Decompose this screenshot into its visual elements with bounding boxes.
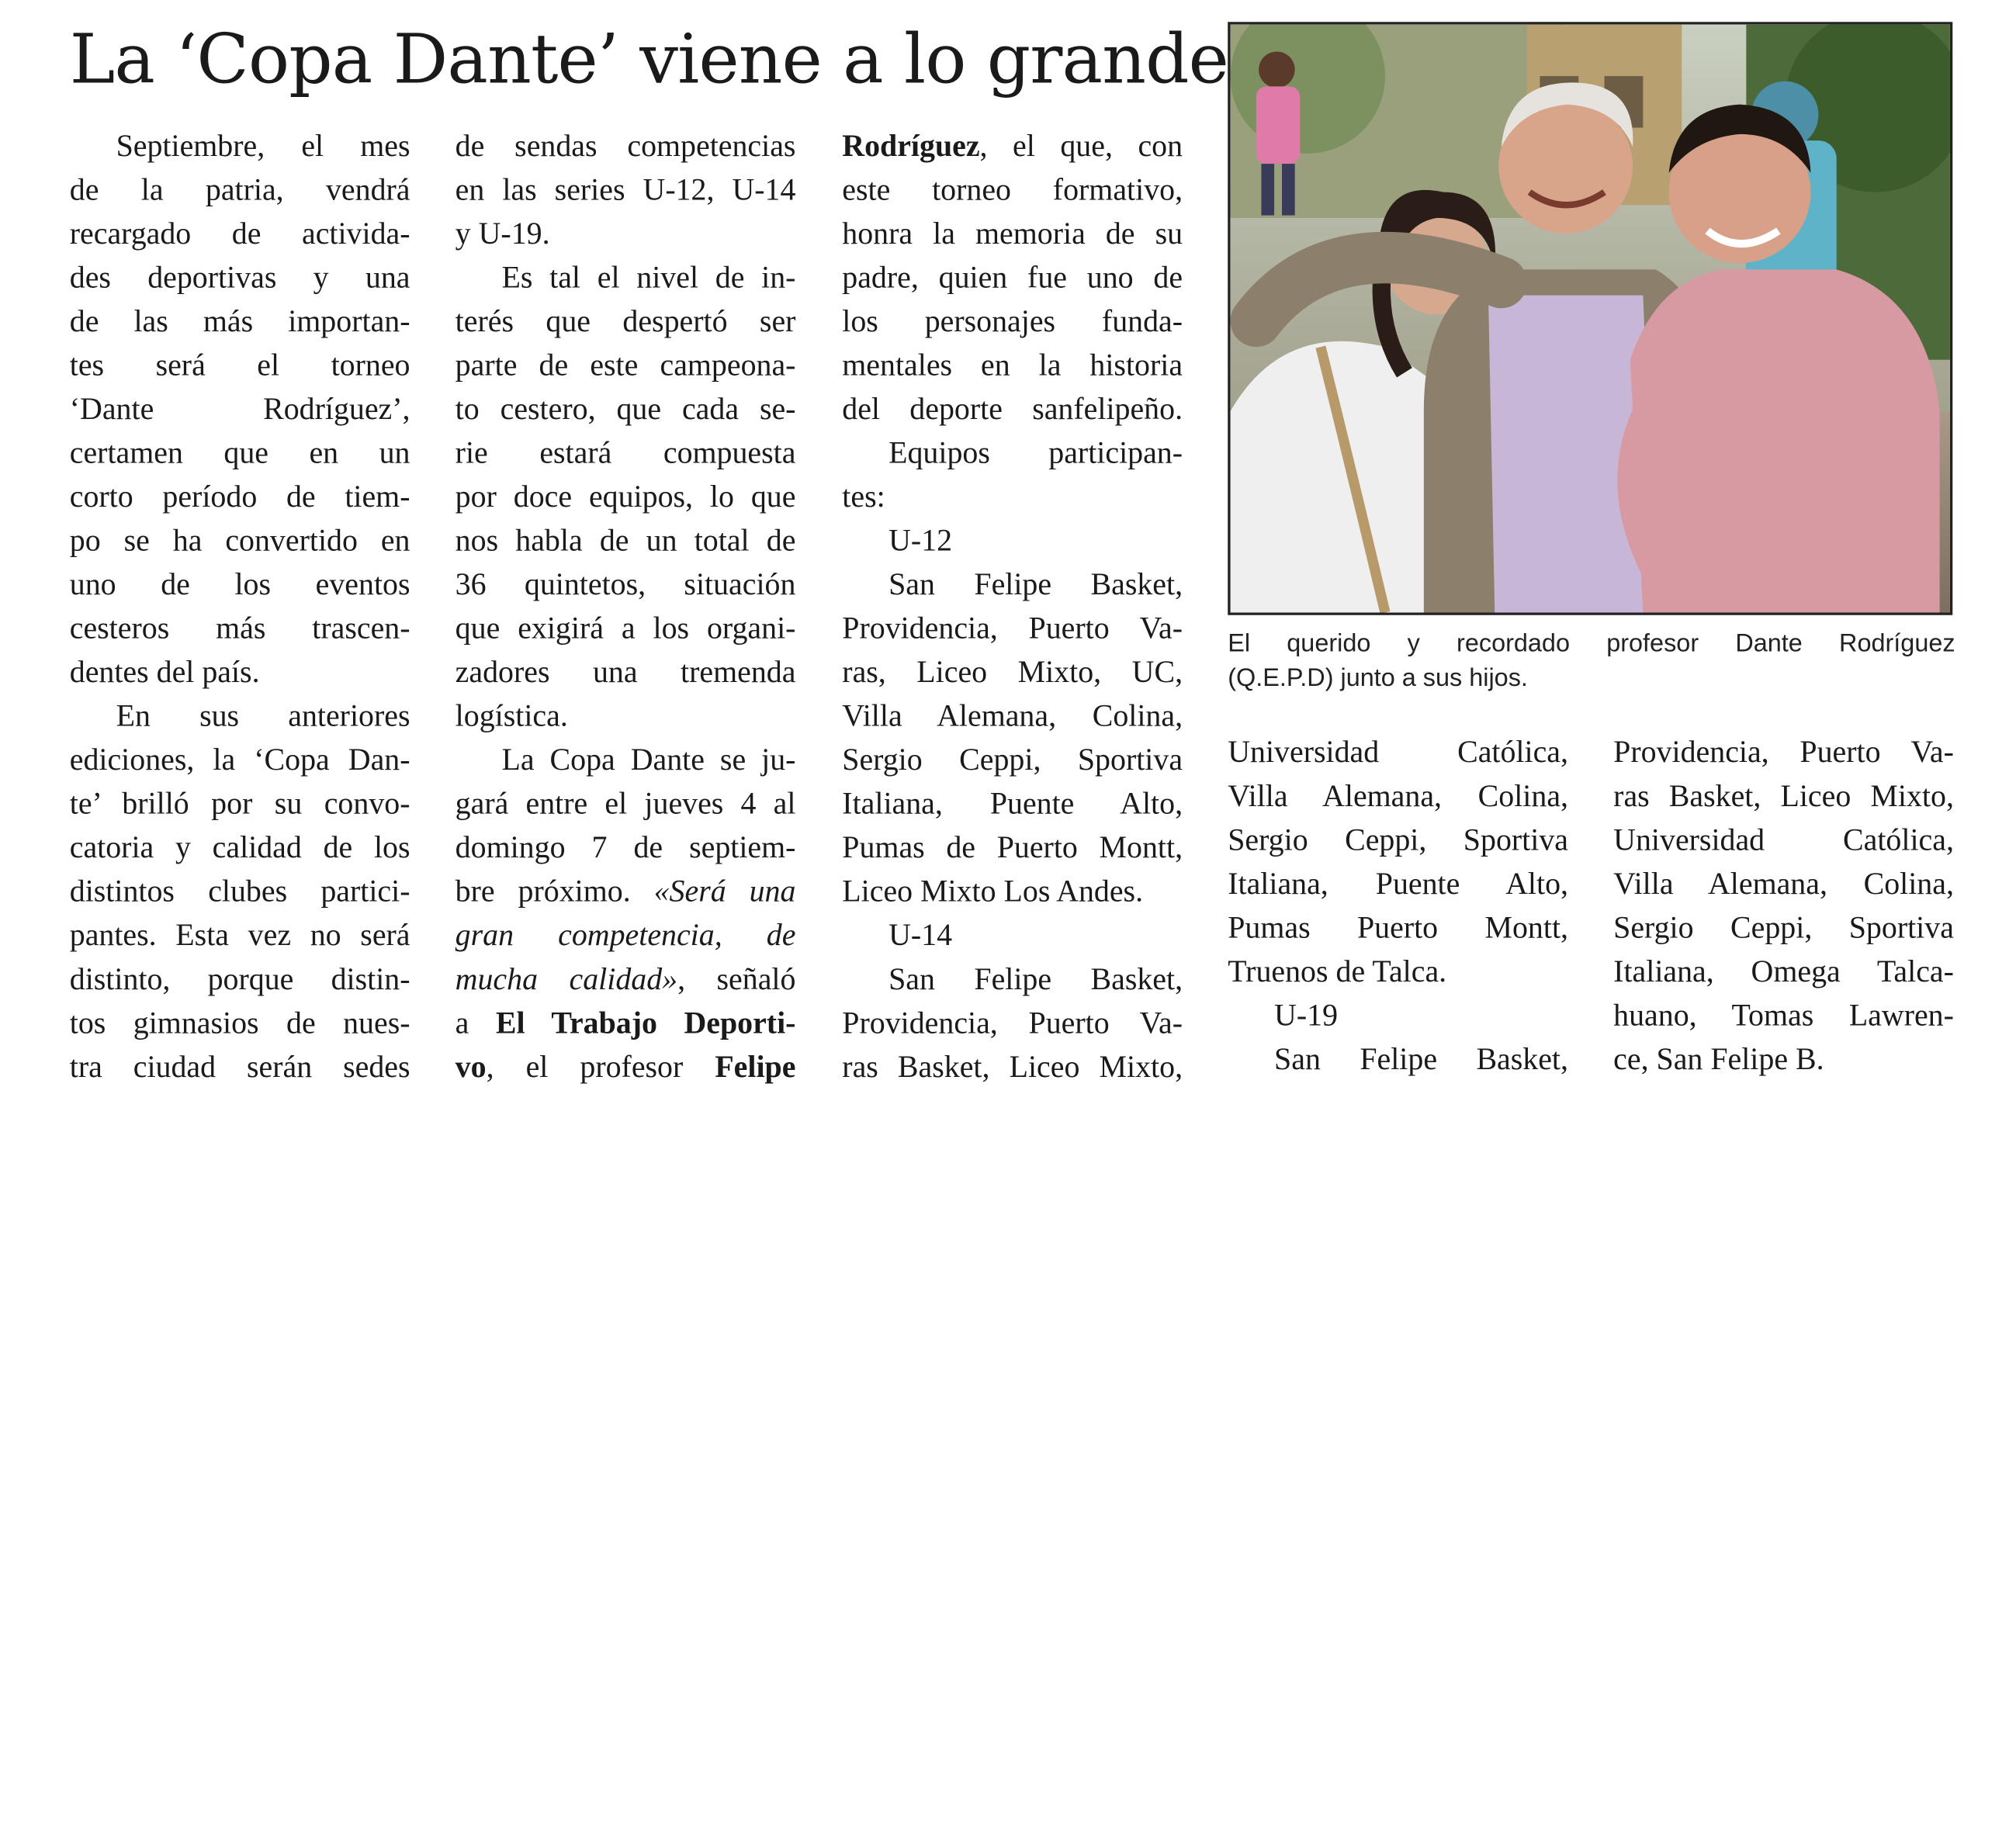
text-line: los personajes funda-: [842, 305, 1183, 340]
text-line: uno de los eventos: [69, 568, 410, 603]
text-line: dentes del país.: [69, 656, 260, 691]
text-line: Providencia, Puerto Va-: [842, 612, 1183, 646]
text-run: , el profesor: [486, 1051, 715, 1085]
text-line: ras, Liceo Mixto, UC,: [842, 656, 1183, 691]
article-column-4: [1228, 731, 1568, 1082]
text-line: catoria y calidad de los: [69, 831, 410, 866]
text-line: [842, 125, 1183, 169]
text-line: gará entre el jueves 4 al: [455, 788, 796, 822]
text-line: Villa Alemana, Colina,: [842, 700, 1183, 734]
text-line: San Felipe Basket,: [888, 963, 1183, 997]
text-line: gran competencia, de: [455, 919, 796, 954]
bold-run: Felipe: [715, 1051, 796, 1085]
text-line: de sendas competencias: [455, 130, 796, 164]
text-line: Sergio Ceppi, Sportiva: [1228, 824, 1568, 858]
text-line: recargado de activida-: [69, 217, 410, 252]
article-column-3: [842, 125, 1183, 1089]
text-line: [456, 1002, 796, 1046]
text-line: nos habla de un total de: [455, 524, 796, 559]
text-run: , el que, con: [979, 130, 1183, 164]
text-line: [456, 871, 796, 915]
text-line: Es tal el nivel de in-: [501, 261, 796, 296]
text-line: honra la memoria de su: [842, 217, 1183, 252]
article-photo: [1228, 22, 1952, 615]
text-line: San Felipe Basket,: [888, 568, 1183, 603]
series-label: U-14: [888, 919, 953, 954]
bold-run: Rodríguez: [842, 130, 980, 164]
text-line: Providencia, Puerto Va-: [1613, 736, 1954, 770]
text-line: En sus anteriores: [116, 700, 410, 734]
text-line: Italiana, Puente Alto,: [842, 788, 1183, 822]
article-column-1: [70, 125, 410, 1089]
text-line: tos gimnasios de nues-: [69, 1007, 410, 1041]
text-line: [456, 1046, 796, 1090]
text-line: logística.: [455, 700, 568, 734]
text-line: Universidad Católica,: [1613, 824, 1954, 858]
text-line: Villa Alemana, Colina,: [1228, 780, 1568, 814]
text-line: pantes. Esta vez no será: [69, 919, 410, 954]
article-headline: La ‘Copa Dante’ viene a lo grande: [69, 20, 1228, 99]
text-line: po se ha convertido en: [69, 524, 410, 559]
text-line: zadores una tremenda: [455, 656, 796, 691]
text-line: Villa Alemana, Colina,: [1613, 867, 1954, 902]
text-line: 36 quintetos, situación: [455, 568, 796, 603]
text-line: rie estará compuesta: [455, 437, 796, 471]
text-line: Septiembre, el mes: [116, 130, 410, 164]
text-line: to cestero, que cada se-: [455, 393, 796, 428]
text-line: des deportivas y una: [69, 261, 410, 296]
text-line: Pumas de Puerto Montt,: [842, 831, 1183, 866]
quote-run: mucha calidad»: [455, 963, 678, 997]
text-line: del deporte sanfelipeño.: [842, 393, 1183, 428]
text-line: Sergio Ceppi, Sportiva: [842, 743, 1183, 778]
text-line: Equipos participan-: [888, 437, 1183, 471]
text-line: Providencia, Puerto Va-: [842, 1007, 1183, 1041]
text-line: este torneo formativo,: [842, 174, 1183, 208]
text-line: ediciones, la ‘Copa Dan-: [69, 743, 410, 778]
text-line: tra ciudad serán sedes: [69, 1051, 410, 1085]
text-line: de las más importan-: [69, 305, 410, 340]
text-line: por doce equipos, lo que: [455, 480, 796, 515]
text-line: San Felipe Basket,: [1274, 1043, 1568, 1077]
text-line: Italiana, Omega Talca-: [1613, 955, 1954, 989]
bold-run: vo: [455, 1051, 487, 1085]
caption-line: El querido y recordado profesor Dante Rodríguez: [1228, 629, 1955, 658]
text-line: cesteros más trascen-: [69, 612, 410, 646]
bold-run: El Trabajo Deporti-: [495, 1007, 796, 1041]
text-line: distinto, porque distin-: [69, 963, 410, 997]
caption-line: (Q.E.P.D) junto a sus hijos.: [1228, 663, 1528, 693]
text-line: Liceo Mixto Los Andes.: [842, 875, 1144, 909]
text-line: Universidad Católica,: [1228, 736, 1568, 770]
quote-run: «Será una: [653, 875, 796, 909]
text-line: ras Basket, Liceo Mixto,: [1613, 780, 1954, 814]
series-label: U-12: [888, 524, 953, 559]
text-line: ce, San Felipe B.: [1613, 1043, 1824, 1077]
text-run: , señaló: [677, 963, 796, 997]
photo-illustration: [1231, 25, 1950, 613]
article-column-5: [1613, 731, 1954, 1082]
text-run: bre próximo.: [455, 875, 654, 909]
text-line: padre, quien fue uno de: [842, 261, 1183, 296]
text-line: de la patria, vendrá: [69, 174, 410, 208]
text-line: tes:: [842, 480, 885, 515]
text-line: Truenos de Talca.: [1228, 955, 1447, 989]
text-line: Pumas Puerto Montt,: [1228, 912, 1568, 946]
text-line: en las series U-12, U-14: [455, 174, 796, 208]
text-line: huano, Tomas Lawren-: [1613, 999, 1954, 1033]
text-line: que exigirá a los organi-: [455, 612, 796, 646]
series-label: U-19: [1274, 999, 1339, 1033]
text-line: Italiana, Puente Alto,: [1228, 867, 1568, 902]
text-run: a: [455, 1007, 496, 1041]
text-line: ‘Dante Rodríguez’,: [69, 393, 410, 428]
text-line: parte de este campeona-: [455, 349, 796, 383]
text-line: y U-19.: [455, 217, 550, 252]
text-line: [456, 958, 796, 1002]
photo-caption: [1228, 627, 1955, 697]
text-line: domingo 7 de septiem-: [455, 831, 796, 866]
article-column-2: [456, 125, 796, 1089]
text-line: terés que despertó ser: [455, 305, 796, 340]
text-line: La Copa Dante se ju-: [501, 743, 796, 778]
text-line: tes será el torneo: [69, 349, 410, 383]
text-line: Sergio Ceppi, Sportiva: [1613, 912, 1954, 946]
text-line: certamen que en un: [69, 437, 410, 471]
text-line: mentales en la historia: [842, 349, 1183, 383]
text-line: corto período de tiem-: [69, 480, 410, 515]
text-line: te’ brilló por su convo-: [69, 788, 410, 822]
text-line: distintos clubes partici-: [69, 875, 410, 909]
text-line: ras Basket, Liceo Mixto,: [842, 1051, 1183, 1085]
